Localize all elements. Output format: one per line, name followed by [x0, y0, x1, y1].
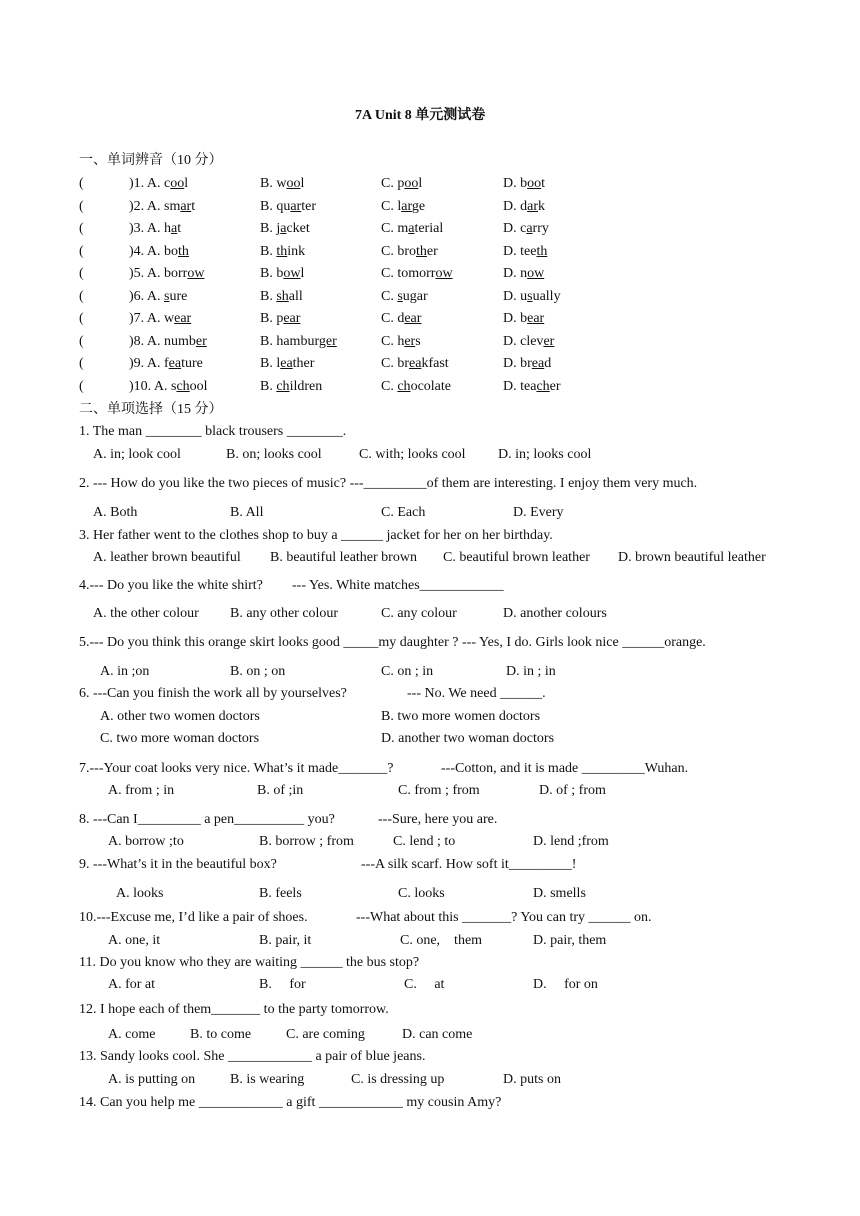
- word-text: D. tee: [503, 243, 537, 259]
- phonetics-option-a: [129, 289, 187, 305]
- phonetics-option-a: [129, 379, 208, 395]
- underlined-letters: ear: [527, 311, 545, 326]
- underlined-letters: ar: [401, 198, 412, 214]
- q1-option-a: A. in; look cool: [93, 447, 181, 462]
- phonetics-option-a: [129, 244, 189, 260]
- phonetics-option-b: [260, 176, 304, 192]
- phonetics-option-a: [129, 311, 191, 327]
- word-text: D. br: [503, 356, 532, 371]
- word-text: B. qu: [260, 198, 291, 214]
- phonetics-option-c: [381, 199, 425, 215]
- word-text: D. tea: [503, 378, 537, 394]
- word-text: C.: [381, 288, 398, 304]
- q5-option-d: D. in ; in: [506, 664, 556, 679]
- underlined-letters: ow: [283, 266, 301, 281]
- question-9-part-1: 9. ---What’s it in the beautiful box?: [79, 857, 277, 872]
- underlined-letters: ow: [435, 266, 453, 281]
- option-prefix: )6. A.: [129, 288, 164, 304]
- underlined-letters: oo: [286, 176, 301, 191]
- word-text: C. d: [381, 311, 405, 326]
- word-text: C.: [381, 378, 398, 394]
- underlined-letters: th: [178, 243, 189, 259]
- word-text: s: [415, 333, 421, 349]
- phonetics-option-b: [260, 334, 337, 350]
- phonetics-option-d: [503, 311, 544, 327]
- answer-paren: (: [79, 333, 84, 349]
- word-text: ocolate: [410, 378, 451, 394]
- q12-option-b: B. to come: [190, 1027, 252, 1042]
- option-prefix: )8. A.: [129, 333, 164, 349]
- question-10-part-1: 10.---Excuse me, I’d like a pair of shoes.: [79, 910, 308, 925]
- phonetics-option-b: [260, 356, 314, 372]
- q3-option-b: B. beautiful leather brown: [270, 550, 417, 565]
- underlined-letters: ar: [180, 198, 192, 214]
- word-text: terial: [414, 221, 444, 236]
- phonetics-option-d: [503, 176, 545, 192]
- q11-option-a: A. for at: [108, 977, 156, 992]
- word-text: D. b: [503, 311, 528, 326]
- q9-option-b: B. feels: [259, 886, 302, 901]
- word-text: s: [171, 378, 177, 394]
- word-text: ildren: [289, 378, 323, 394]
- underlined-letters: th: [276, 243, 288, 259]
- phonetics-option-b: [260, 289, 303, 305]
- q11-option-d: D. for on: [533, 977, 598, 992]
- q8-option-d: D. lend ;from: [533, 834, 609, 849]
- question-2: 2. --- How do you like the two pieces of music? ---_________of them are interesting. I enjoy them very much.: [79, 476, 698, 491]
- word-text: ually: [532, 288, 561, 304]
- q7-option-b: B. of ;in: [257, 783, 304, 798]
- underlined-letters: er: [195, 333, 207, 349]
- q4-option-d: D. another colours: [503, 606, 607, 621]
- word-text: B.: [260, 378, 277, 394]
- word-text: cket: [286, 221, 310, 236]
- phonetics-option-b: [260, 199, 316, 215]
- q13-option-c: C. is dressing up: [351, 1072, 445, 1087]
- option-prefix: )1. A.: [129, 176, 164, 191]
- q12-option-d: D. can come: [402, 1027, 473, 1042]
- q13-option-b: B. is wearing: [230, 1072, 305, 1087]
- underlined-letters: ar: [290, 198, 302, 214]
- word-text: f: [164, 356, 169, 371]
- word-text: B. l: [260, 356, 281, 371]
- question-7-part-2: ---Cotton, and it is made _________Wuhan.: [441, 761, 689, 776]
- word-text: C. tomorr: [381, 266, 436, 281]
- phonetics-option-c: [381, 266, 453, 282]
- underlined-letters: ch: [397, 378, 411, 394]
- word-text: D. u: [503, 288, 528, 304]
- q10-option-b: B. pair, it: [259, 933, 312, 948]
- word-text: l: [418, 176, 423, 191]
- underlined-letters: a: [171, 221, 178, 236]
- phonetics-option-d: [503, 199, 545, 215]
- phonetics-option-d: [503, 244, 547, 260]
- word-text: h: [164, 221, 171, 236]
- q3-option-a: A. leather brown beautiful: [93, 550, 241, 565]
- word-text: d: [544, 356, 552, 371]
- underlined-letters: ow: [187, 266, 205, 281]
- phonetics-option-d: [503, 379, 561, 395]
- phonetics-option-d: [503, 289, 561, 305]
- underlined-letters: oo: [170, 176, 185, 191]
- q2-option-d: D. Every: [513, 505, 564, 520]
- section1-heading: 一、单词辨音（10 分）: [79, 153, 223, 168]
- q2-option-c: C. Each: [381, 505, 426, 520]
- q10-option-c: C. one, them: [400, 933, 483, 948]
- answer-paren: (: [79, 266, 84, 281]
- q13-option-d: D. puts on: [503, 1072, 561, 1087]
- word-text: B. hambur: [260, 333, 319, 349]
- word-text: l: [300, 176, 305, 191]
- underlined-letters: s: [164, 288, 170, 304]
- word-text: C. h: [381, 333, 405, 349]
- question-14: 14. Can you help me ____________ a gift ____________ my cousin Amy?: [79, 1095, 502, 1110]
- option-prefix: )7. A.: [129, 311, 164, 326]
- q9-option-a: A. looks: [116, 886, 164, 901]
- phonetics-option-c: [381, 356, 449, 372]
- q4-option-a: A. the other colour: [93, 606, 199, 621]
- phonetics-option-a: [129, 334, 207, 350]
- phonetics-option-b: [260, 311, 300, 327]
- word-text: ther: [292, 356, 315, 371]
- word-text: all: [288, 288, 303, 304]
- q8-option-c: C. lend ; to: [393, 834, 456, 849]
- question-9-part-2: ---A silk scarf. How soft it_________!: [361, 857, 577, 872]
- question-4-part-1: 4.--- Do you like the white shirt?: [79, 578, 263, 593]
- underlined-letters: ea: [409, 356, 422, 371]
- q1-option-b: B. on; looks cool: [226, 447, 322, 462]
- word-text: B. j: [260, 221, 281, 236]
- q10-option-a: A. one, it: [108, 933, 161, 948]
- option-prefix: )5. A.: [129, 266, 164, 281]
- phonetics-option-c: [381, 334, 421, 350]
- word-text: B.: [260, 288, 277, 304]
- word-text: numb: [164, 333, 196, 349]
- word-text: w: [164, 311, 175, 326]
- underlined-letters: th: [536, 243, 548, 259]
- question-3: 3. Her father went to the clothes shop to buy a ______ jacket for her on her birthday.: [79, 528, 553, 543]
- q7-option-d: D. of ; from: [539, 783, 606, 798]
- underlined-letters: oo: [527, 176, 542, 191]
- section2-heading: 二、单项选择（15 分）: [79, 402, 223, 417]
- word-text: ool: [189, 378, 208, 394]
- phonetics-option-a: [129, 266, 204, 282]
- word-text: l: [184, 176, 189, 191]
- q2-option-a: A. Both: [93, 505, 138, 520]
- option-prefix: )2. A.: [129, 198, 164, 214]
- answer-paren: (: [79, 378, 84, 394]
- q4-option-c: C. any colour: [381, 606, 457, 621]
- question-1: 1. The man ________ black trousers ________.: [79, 424, 347, 439]
- word-text: C. br: [381, 356, 409, 371]
- q6-option-a: A. other two women doctors: [100, 709, 260, 724]
- word-text: B. p: [260, 311, 284, 326]
- word-text: ge: [411, 198, 426, 214]
- q12-option-c: C. are coming: [286, 1027, 365, 1042]
- q5-option-c: C. on ; in: [381, 664, 434, 679]
- word-text: C. bro: [381, 243, 416, 259]
- q11-option-b: B. for: [259, 977, 306, 992]
- word-text: D. c: [503, 221, 527, 236]
- phonetics-option-b: [260, 244, 305, 260]
- underlined-letters: ch: [276, 378, 290, 394]
- underlined-letters: oo: [404, 176, 419, 191]
- phonetics-option-d: [503, 266, 544, 282]
- underlined-letters: ear: [174, 311, 192, 326]
- word-text: ter: [301, 198, 316, 214]
- word-text: sm: [164, 198, 181, 214]
- underlined-letters: sh: [276, 288, 289, 304]
- phonetics-option-b: [260, 379, 322, 395]
- underlined-letters: er: [404, 333, 416, 349]
- question-13: 13. Sandy looks cool. She ____________ a pair of blue jeans.: [79, 1049, 426, 1064]
- word-text: D. n: [503, 266, 528, 281]
- q8-option-b: B. borrow ; from: [259, 834, 354, 849]
- q6-option-d: D. another two woman doctors: [381, 731, 555, 746]
- option-prefix: )10. A.: [129, 378, 171, 394]
- underlined-letters: ch: [176, 378, 190, 394]
- answer-paren: (: [79, 221, 84, 236]
- phonetics-option-c: [381, 176, 422, 192]
- word-text: er: [549, 378, 561, 394]
- question-6-part-2: --- No. We need ______.: [407, 686, 546, 701]
- phonetics-option-d: [503, 334, 554, 350]
- question-5: 5.--- Do you think this orange skirt looks good _____my daughter ? --- Yes, I do. Girls look nice ______orange.: [79, 635, 706, 650]
- q9-option-d: D. smells: [533, 886, 586, 901]
- answer-paren: (: [79, 176, 84, 191]
- phonetics-option-c: [381, 311, 421, 327]
- q5-option-a: A. in ;on: [100, 664, 150, 679]
- word-text: c: [164, 176, 171, 191]
- word-text: D. b: [503, 176, 528, 191]
- option-prefix: )9. A.: [129, 356, 164, 371]
- phonetics-option-d: [503, 221, 549, 237]
- question-10-part-2: ---What about this _______? You can try ______ on.: [356, 910, 652, 925]
- word-text: bo: [164, 243, 178, 259]
- underlined-letters: er: [543, 333, 555, 349]
- phonetics-option-a: [129, 356, 203, 372]
- underlined-letters: a: [280, 221, 287, 236]
- underlined-letters: ear: [404, 311, 422, 326]
- underlined-letters: th: [416, 243, 427, 259]
- phonetics-option-c: [381, 379, 451, 395]
- document-title: 7A Unit 8 单元测试卷: [355, 108, 486, 123]
- word-text: ture: [181, 356, 203, 371]
- underlined-letters: s: [527, 288, 533, 304]
- phonetics-option-a: [129, 199, 195, 215]
- question-8-part-2: ---Sure, here you are.: [378, 812, 498, 827]
- underlined-letters: ch: [536, 378, 550, 394]
- phonetics-option-b: [260, 266, 304, 282]
- phonetics-option-a: [129, 176, 188, 192]
- answer-paren: (: [79, 288, 84, 304]
- word-text: k: [538, 198, 546, 214]
- underlined-letters: a: [526, 221, 533, 236]
- q4-option-b: B. any other colour: [230, 606, 339, 621]
- option-prefix: )3. A.: [129, 221, 164, 236]
- word-text: l: [300, 266, 305, 281]
- q3-option-d: D. brown beautiful leather: [618, 550, 766, 565]
- question-11: 11. Do you know who they are waiting ______ the bus stop?: [79, 955, 420, 970]
- phonetics-option-c: [381, 289, 428, 305]
- phonetics-option-d: [503, 356, 551, 372]
- word-text: ugar: [402, 288, 428, 304]
- word-text: ure: [169, 288, 188, 304]
- underlined-letters: a: [408, 221, 415, 236]
- word-text: borr: [164, 266, 188, 281]
- q12-option-a: A. come: [108, 1027, 156, 1042]
- phonetics-option-c: [381, 244, 438, 260]
- phonetics-option-a: [129, 221, 181, 237]
- word-text: rry: [532, 221, 549, 236]
- phonetics-option-b: [260, 221, 310, 237]
- question-8-part-1: 8. ---Can I_________ a pen__________ you?: [79, 812, 335, 827]
- option-prefix: )4. A.: [129, 243, 164, 259]
- answer-paren: (: [79, 311, 84, 326]
- word-text: ink: [287, 243, 306, 259]
- q7-option-c: C. from ; from: [398, 783, 480, 798]
- question-6-part-1: 6. ---Can you finish the work all by yourselves?: [79, 686, 347, 701]
- word-text: B.: [260, 243, 277, 259]
- q10-option-d: D. pair, them: [533, 933, 607, 948]
- q9-option-c: C. looks: [398, 886, 445, 901]
- answer-paren: (: [79, 356, 84, 371]
- q2-option-b: B. All: [230, 505, 264, 520]
- phonetics-option-c: [381, 221, 443, 237]
- word-text: t: [177, 221, 182, 236]
- answer-paren: (: [79, 198, 84, 214]
- answer-paren: (: [79, 243, 84, 259]
- question-4-part-2: --- Yes. White matches____________: [292, 578, 504, 593]
- q8-option-a: A. borrow ;to: [108, 834, 184, 849]
- word-text: D. clev: [503, 333, 544, 349]
- underlined-letters: ow: [527, 266, 545, 281]
- word-text: C. m: [381, 221, 409, 236]
- underlined-letters: ea: [168, 356, 182, 371]
- q11-option-c: C. at: [404, 977, 445, 992]
- underlined-letters: ger: [318, 333, 337, 349]
- word-text: C. p: [381, 176, 405, 191]
- q6-option-b: B. two more women doctors: [381, 709, 541, 724]
- q5-option-b: B. on ; on: [230, 664, 286, 679]
- word-text: D. d: [503, 198, 528, 214]
- q1-option-c: C. with; looks cool: [359, 447, 466, 462]
- q1-option-d: D. in; looks cool: [498, 447, 592, 462]
- q13-option-a: A. is putting on: [108, 1072, 196, 1087]
- underlined-letters: ear: [283, 311, 301, 326]
- underlined-letters: ea: [531, 356, 545, 371]
- word-text: er: [426, 243, 438, 259]
- q3-option-c: C. beautiful brown leather: [443, 550, 590, 565]
- underlined-letters: s: [397, 288, 403, 304]
- question-7-part-1: 7.---Your coat looks very nice. What’s it made_______?: [79, 761, 394, 776]
- underlined-letters: ar: [527, 198, 539, 214]
- word-text: B. b: [260, 266, 284, 281]
- word-text: C. l: [381, 198, 402, 214]
- word-text: kfast: [421, 356, 449, 371]
- question-12: 12. I hope each of them_______ to the party tomorrow.: [79, 1002, 389, 1017]
- word-text: t: [541, 176, 546, 191]
- underlined-letters: ea: [280, 356, 293, 371]
- q7-option-a: A. from ; in: [108, 783, 175, 798]
- word-text: B. w: [260, 176, 287, 191]
- word-text: t: [191, 198, 196, 214]
- q6-option-c: C. two more woman doctors: [100, 731, 260, 746]
